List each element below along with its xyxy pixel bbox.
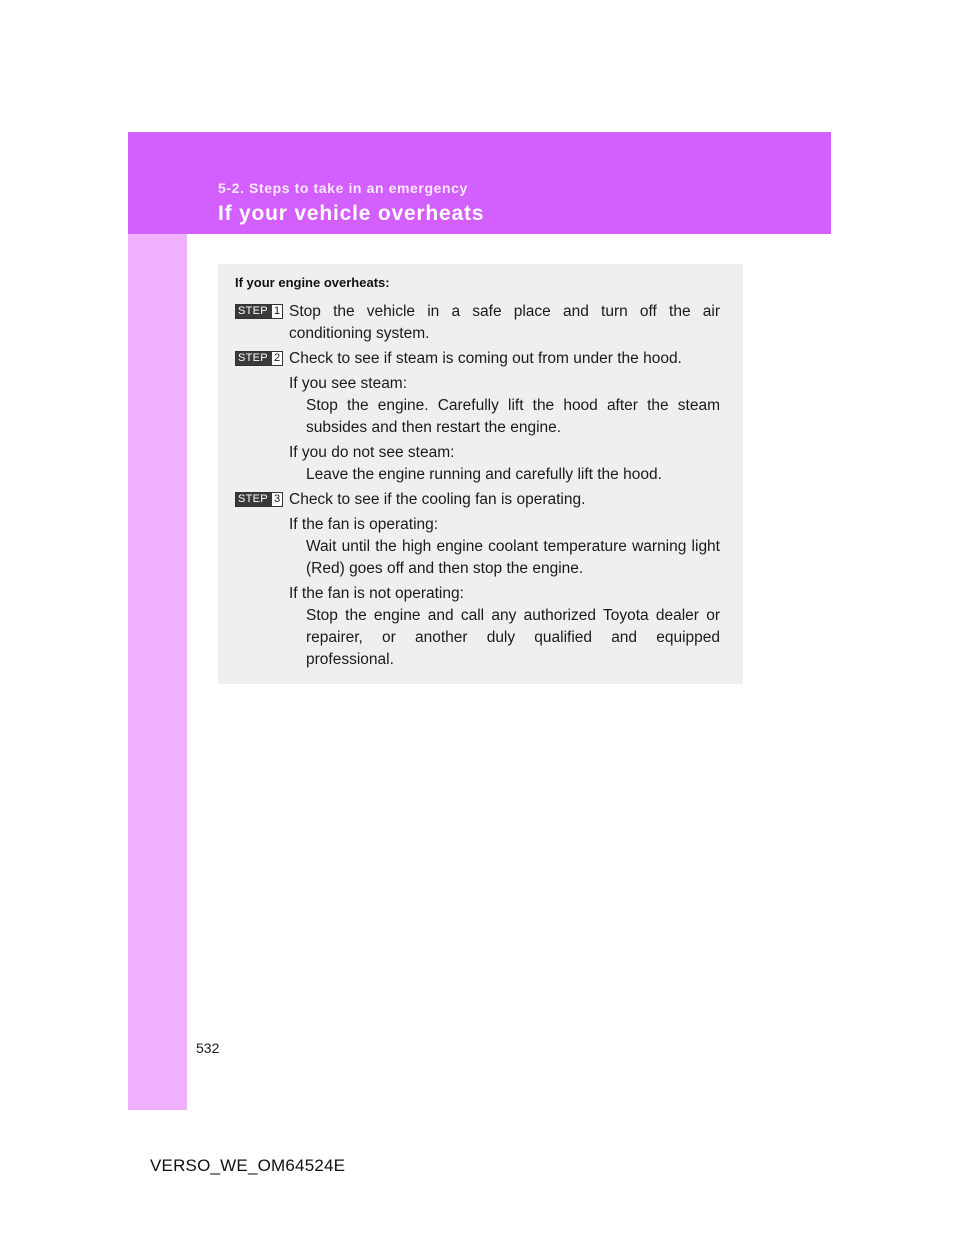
page-number: 532	[196, 1040, 220, 1056]
box-heading: If your engine overheats:	[235, 275, 390, 290]
step-1-badge	[235, 304, 283, 319]
step-2-condition-1-label: If you see steam:	[289, 375, 408, 392]
document-code: VERSO_WE_OM64524E	[150, 1156, 346, 1175]
step-2-condition-1-action: Stop the engine. Carefully lift the hood after the steam subsides and then restart the engine.	[306, 397, 720, 436]
step-3-condition-1-label: If the fan is operating:	[289, 516, 439, 533]
instructions-box	[218, 264, 743, 684]
chapter-header-band	[128, 132, 831, 234]
section-label: 5-2. Steps to take in an emergency	[218, 180, 468, 196]
step-1-text: Stop the vehicle in a safe place and turn off the air conditioning system.	[289, 303, 720, 342]
step-3	[235, 489, 720, 511]
step-badge-number: 1	[273, 305, 281, 317]
step-badge-number: 2	[273, 352, 281, 364]
step-3-text: Check to see if the cooling fan is operating.	[289, 491, 586, 508]
step-badge-word: STEP	[236, 305, 272, 318]
step-3-condition-2-action: Stop the engine and call any authorized Toyota dealer or repairer, or another duly qualified and equipped professional.	[306, 607, 720, 668]
step-badge-number: 3	[273, 493, 281, 505]
step-badge-word: STEP	[236, 493, 272, 506]
page-title: If your vehicle overheats	[218, 202, 485, 225]
step-3-badge	[235, 492, 283, 507]
step-2-condition-2-label: If you do not see steam:	[289, 444, 455, 461]
step-3-condition-1-action: Wait until the high engine coolant temperature warning light (Red) goes off and then stop the engine.	[306, 538, 720, 577]
step-2	[235, 348, 720, 370]
side-margin-strip	[128, 234, 187, 1110]
step-2-condition-2-action: Leave the engine running and carefully lift the hood.	[306, 466, 662, 483]
step-1	[235, 301, 720, 345]
step-badge-word: STEP	[236, 352, 272, 365]
step-2-badge	[235, 351, 283, 366]
step-2-text: Check to see if steam is coming out from under the hood.	[289, 350, 682, 367]
step-3-condition-2-label: If the fan is not operating:	[289, 585, 464, 602]
